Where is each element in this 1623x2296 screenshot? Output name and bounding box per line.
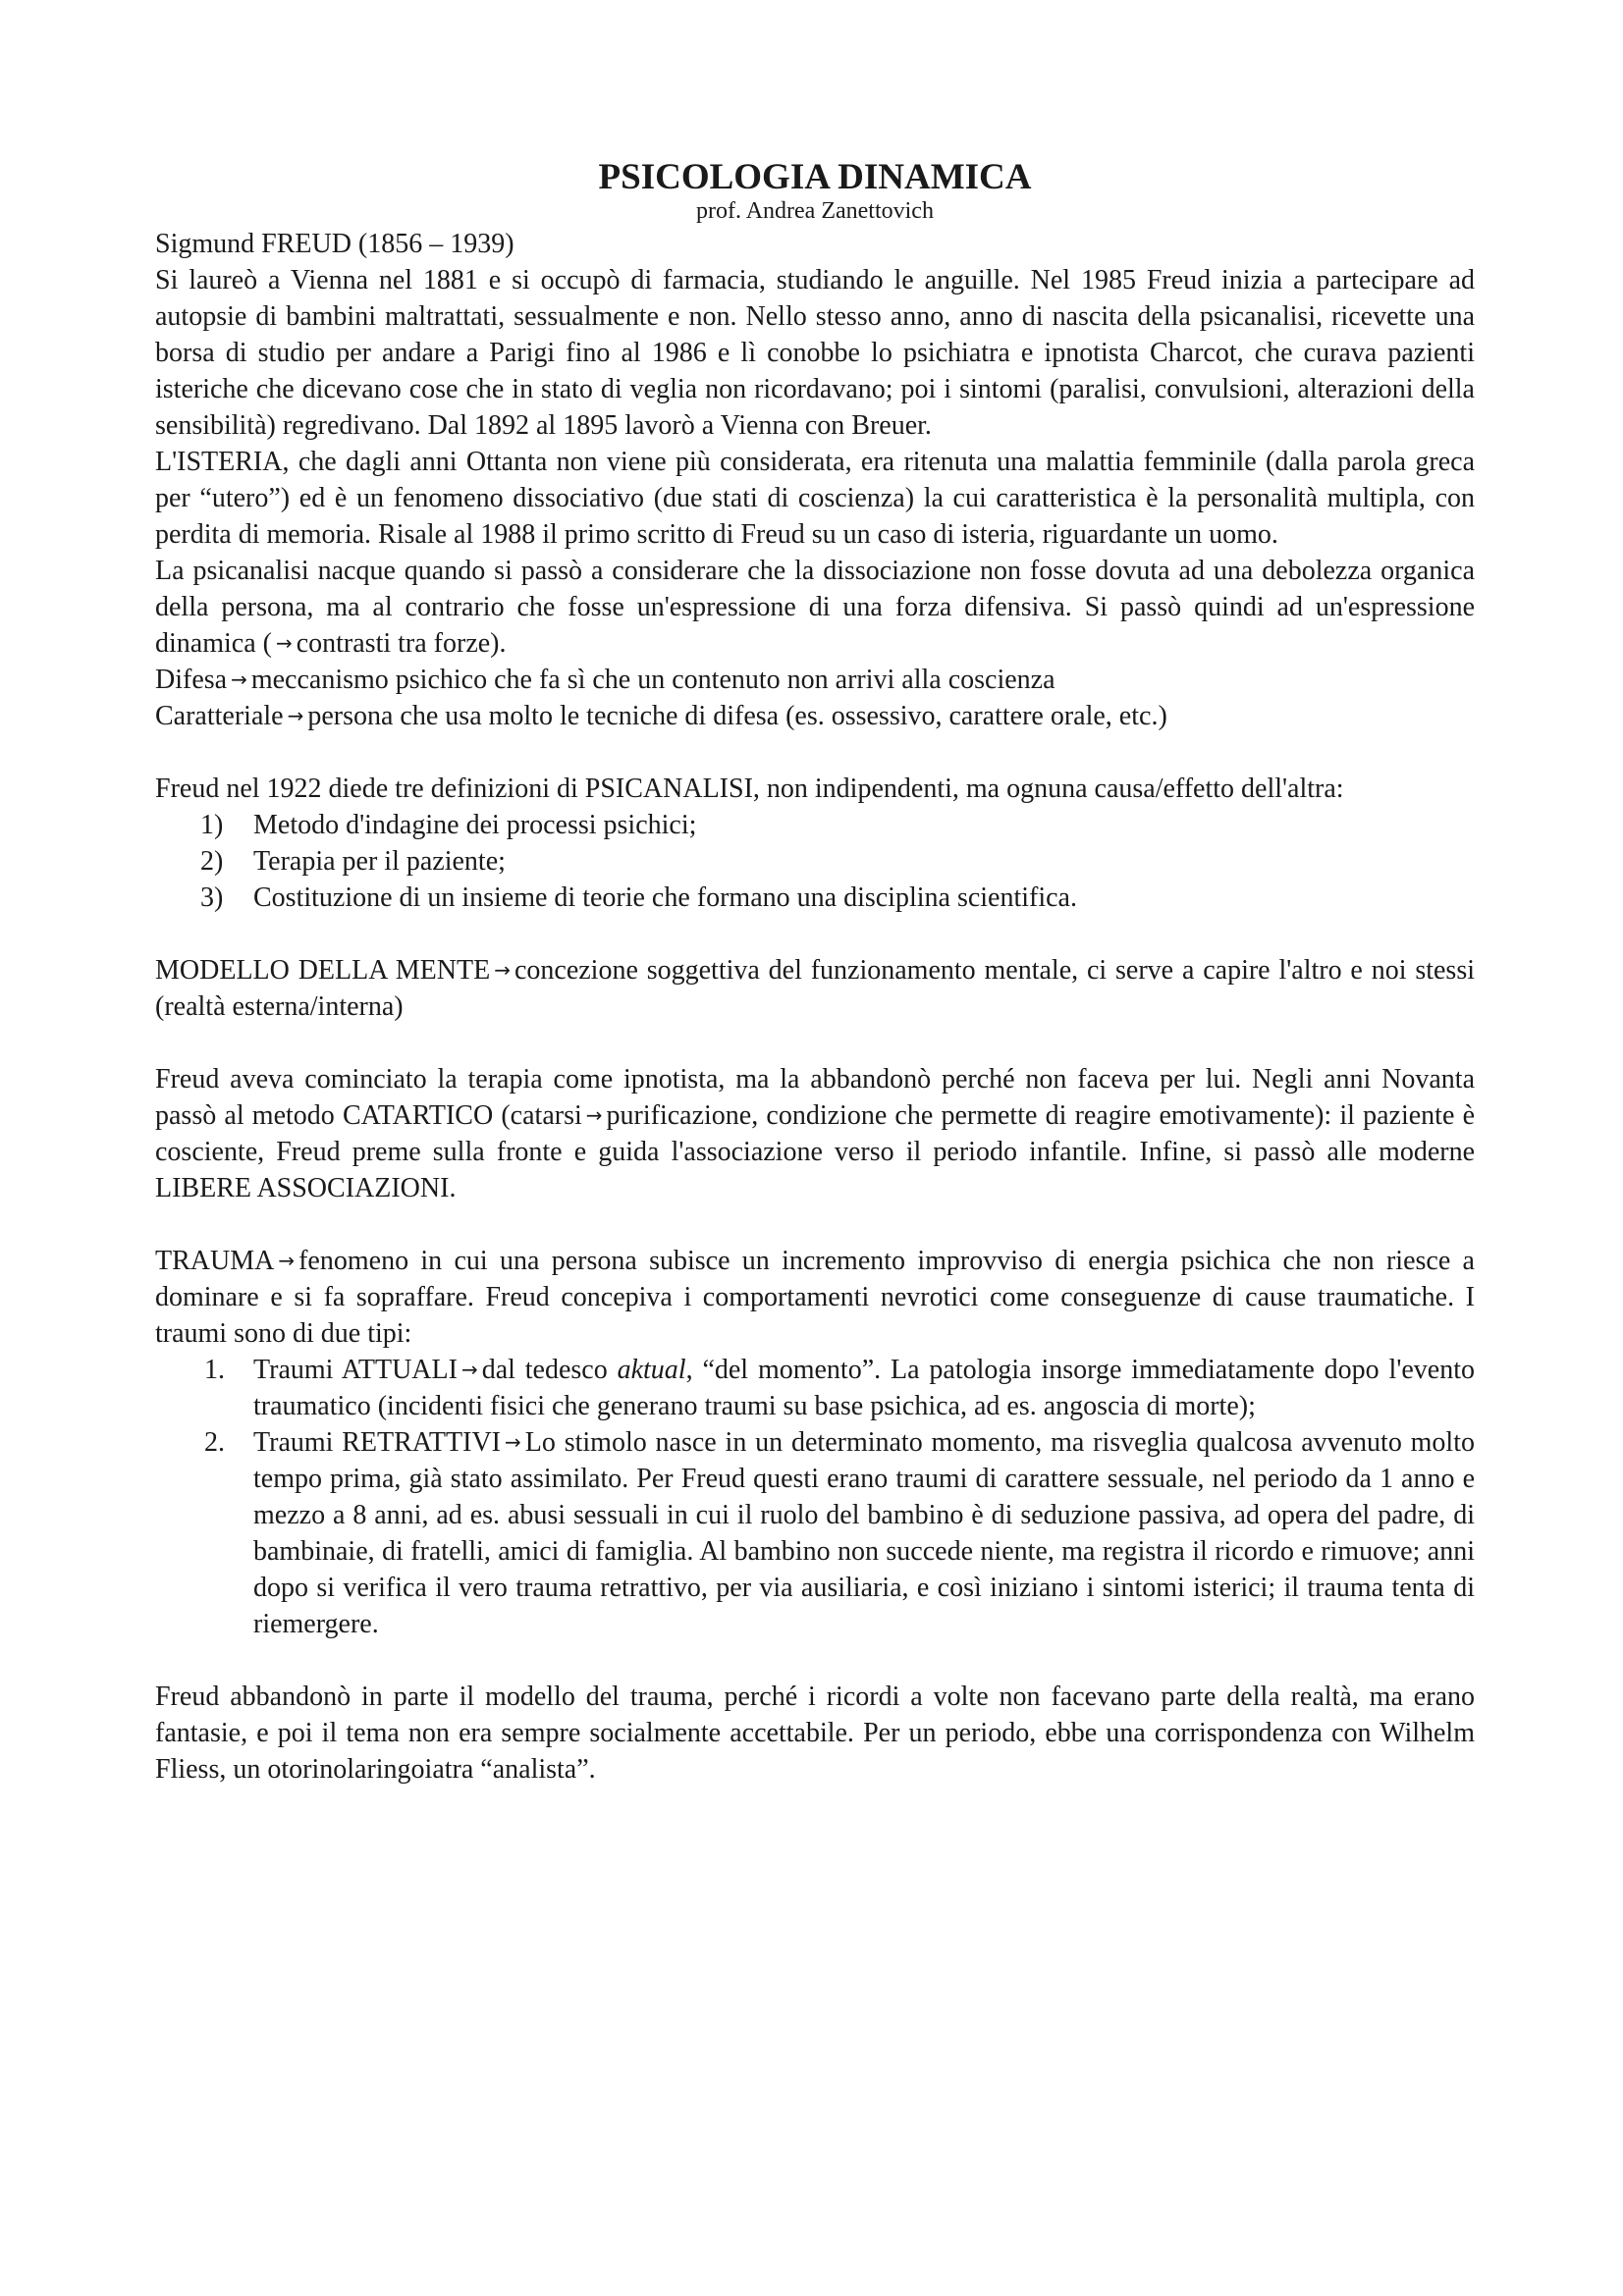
paragraph-text: purificazione, condizione che permette di reagire emotivamente): il paziente è cosciente, Freud preme sulla fronte e guida l'associazione verso il periodo infantile. Infine, si passò alle moderne LIBERE ASSOCIAZIONI. — [155, 1100, 1475, 1203]
list-number: 1) — [200, 810, 224, 840]
definition: fenomeno in cui una persona subisce un incremento improvviso di energia psichica che non riesce a dominare e si fa sopraffare. Freud concepiva i comportamenti nevrotici come conseguenze di cause traumatiche. I traumi sono di due tipi: — [155, 1246, 1475, 1349]
arrow-icon: → — [505, 1430, 521, 1454]
arrow-icon: → — [460, 1358, 478, 1381]
italic-term: aktual — [617, 1355, 686, 1385]
definition-trauma — [155, 1243, 1475, 1352]
paragraph-text: La psicanalisi nacque quando si passò a considerare che la dissociazione non fosse dovuta ad una debolezza organica della persona, ma al contrario che fosse un'espressione di una forza difensiva. Si passò quindi ad un'espressione dinamica ( — [155, 556, 1475, 659]
paragraph-definizioni: Freud nel 1922 diede tre definizioni di PSICANALISI, non indipendenti, ma ognuna causa/effetto dell'altra: — [155, 774, 1344, 804]
paragraph-biography: Si laureò a Vienna nel 1881 e si occupò di farmacia, studiando le anguille. Nel 1985 Freud inizia a partecipare ad autopsie di bambini maltrattati, sessualmente e non. Nello stesso anno, anno di nascita della psicanalisi, ricevette una borsa di studio per andare a Parigi fino al 1986 e lì conobbe lo psichiatra e ipnotista Charcot, che curava pazienti isteriche che dicevano cose che in stato di veglia non ricordavano; poi i sintomi (paralisi, convulsioni, alterazioni della sensibilità) regredivano. Dal 1892 al 1895 lavorò a Vienna con Breuer. — [155, 265, 1475, 441]
arrow-icon: → — [231, 667, 247, 691]
paragraph-conclusion: Freud abbandonò in parte il modello del trauma, perché i ricordi a volte non facevano parte della realtà, ma erano fantasie, e poi il tema non era sempre socialmente accettabile. Per un periodo, ebbe una corrispondenza con Wilhelm Fliess, un otorinolaringoiatra “analista”. — [155, 1682, 1475, 1785]
definition-caratteriale — [155, 698, 1475, 734]
paragraph-isteria: L'ISTERIA, che dagli anni Ottanta non viene più considerata, era ritenuta una malattia femminile (dalla parola greca per “utero”) ed è un fenomeno dissociativo (due stati di coscienza) la cui caratteristica è la personalità multipla, con perdita di memoria. Risale al 1988 il primo scritto di Freud su un caso di isteria, riguardante un uomo. — [155, 447, 1475, 550]
author-line: prof. Andrea Zanettovich — [696, 198, 934, 224]
list-item — [155, 843, 1475, 880]
term: TRAUMA — [155, 1246, 275, 1276]
paragraph-metodo-catartico — [155, 1061, 1475, 1206]
list-number: 3) — [200, 882, 224, 913]
trauma-types-list — [155, 1352, 1475, 1642]
definitions-list — [155, 807, 1475, 916]
list-text: , “del momento”. La patologia insorge immediatamente dopo l'evento traumatico (incidenti fisici che generano traumi su base psichica, ad es. angoscia di morte); — [253, 1355, 1475, 1421]
list-text: Terapia per il paziente; — [253, 846, 506, 877]
list-item — [155, 1424, 1475, 1642]
document-body — [155, 157, 1475, 1788]
definition: persona che usa molto le tecniche di difesa (es. ossessivo, carattere orale, etc.) — [307, 701, 1167, 731]
arrow-icon: → — [585, 1103, 603, 1127]
definition: meccanismo psichico che fa sì che un contenuto non arrivi alla coscienza — [250, 665, 1055, 695]
list-text: dal tedesco — [481, 1355, 618, 1385]
arrow-icon: → — [494, 958, 511, 982]
list-text: Costituzione di un insieme di teorie che formano una disciplina scientifica. — [253, 882, 1077, 913]
list-number: 2) — [200, 846, 224, 877]
arrow-icon: → — [275, 631, 293, 655]
list-text: Metodo d'indagine dei processi psichici; — [253, 810, 697, 840]
list-item — [155, 1352, 1475, 1424]
list-number: 1. — [204, 1355, 225, 1385]
definition-modello-mente — [155, 952, 1475, 1025]
term: Caratteriale — [155, 701, 284, 731]
list-item — [155, 880, 1475, 916]
list-item — [155, 807, 1475, 843]
term: MODELLO DELLA MENTE — [155, 955, 491, 986]
list-number: 2. — [204, 1427, 225, 1458]
term: Traumi RETRATTIVI — [253, 1427, 502, 1458]
page-title: PSICOLOGIA DINAMICA — [598, 157, 1032, 197]
term: Traumi ATTUALI — [253, 1355, 458, 1385]
term: Difesa — [155, 665, 228, 695]
definition: concezione soggettiva del funzionamento mentale, ci serve a capire l'altro e noi stessi (realtà esterna/interna) — [155, 955, 1475, 1022]
definition-difesa — [155, 662, 1475, 698]
arrow-icon: → — [287, 704, 304, 727]
paragraph-psicanalisi-origin — [155, 553, 1475, 662]
list-text: Lo stimolo nasce in un determinato momento, ma risveglia qualcosa avvenuto molto tempo prima, già stato assimilato. Per Freud questi erano traumi di carattere sessuale, nel periodo da 1 anno e mezzo a 8 anni, ad es. abusi sessuali in cui il ruolo del bambino è di seduzione passiva, ad opera del padre, di bambinaie, di fratelli, amici di famiglia. Al bambino non succede niente, ma registra il ricordo e rimuove; anni dopo si verifica il vero trauma retrattivo, per via ausiliaria, e così iniziano i sintomi isterici; il trauma tenta di riemergere. — [253, 1427, 1475, 1639]
paragraph-text: contrasti tra forze). — [296, 628, 507, 659]
freud-heading: Sigmund FREUD (1856 – 1939) — [155, 229, 514, 259]
paragraph-text: Freud aveva cominciato la terapia come ipnotista, ma la abbandonò perché non faceva per lui. Negli anni Novanta passò al metodo CATARTICO (catarsi — [155, 1064, 1475, 1131]
arrow-icon: → — [278, 1249, 296, 1272]
